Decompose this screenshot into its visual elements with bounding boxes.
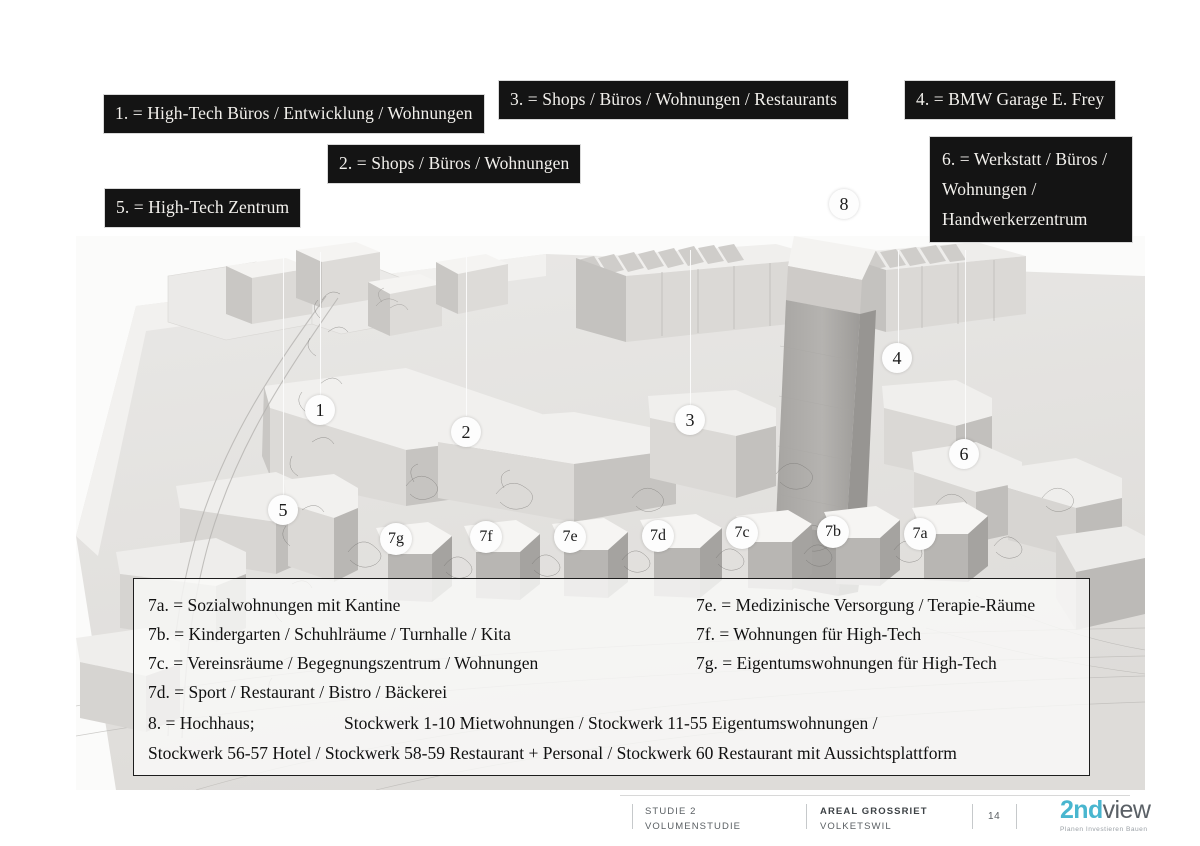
marker-7c[interactable]	[726, 517, 758, 549]
callout-box-5	[105, 189, 300, 227]
marker-3[interactable]	[675, 405, 705, 435]
marker-2[interactable]	[451, 417, 481, 447]
footer-study-line1: STUDIE 2	[645, 806, 697, 817]
callout-box-4	[905, 81, 1115, 119]
legend-item-7f: 7f. = Wohnungen für High-Tech	[696, 624, 922, 645]
callout-text-1: 1. = High-Tech Büros / Entwicklung / Wohnungen	[115, 103, 473, 123]
brand-logo-tagline: Planen Investieren Bauen	[1060, 826, 1148, 833]
marker-5[interactable]	[268, 495, 298, 525]
marker-5-label: 5	[278, 499, 288, 520]
footer-project	[820, 805, 928, 834]
marker-7g[interactable]	[380, 523, 412, 555]
marker-4[interactable]	[882, 343, 912, 373]
callout-text-6-line2: Wohnungen /	[942, 179, 1037, 200]
footer-project-line2: VOLKETSWIL	[820, 820, 892, 832]
brand-logo-part1: 2nd	[1060, 796, 1103, 824]
marker-6[interactable]	[949, 439, 979, 469]
legend-hochhaus-line1: Stockwerk 1-10 Mietwohnungen / Stockwerk 11-55 Eigentumswohnungen /	[344, 713, 878, 734]
legend-item-7g: 7g. = Eigentumswohnungen für High-Tech	[696, 653, 997, 674]
footer-separator-1	[632, 804, 633, 829]
brand-logo-text	[1060, 798, 1150, 823]
marker-7b-label: 7b	[825, 523, 841, 540]
footer-study	[645, 805, 741, 834]
marker-7e-label: 7e	[562, 528, 578, 545]
callout-text-3: 3. = Shops / Büros / Wohnungen / Restaurants	[510, 89, 838, 109]
marker-1[interactable]	[305, 395, 335, 425]
callout-box-2	[328, 145, 580, 183]
marker-7f-label: 7f	[479, 528, 493, 545]
legend-item-7b: 7b. = Kindergarten / Schuhlräume / Turnhalle / Kita	[148, 624, 511, 645]
page-number: 14	[988, 811, 1001, 822]
legend-hochhaus-label: 8. = Hochhaus;	[148, 713, 255, 734]
legend-hochhaus-line2: Stockwerk 56-57 Hotel / Stockwerk 58-59 Restaurant + Personal / Stockwerk 60 Restaurant mit Aussichtsplattform	[148, 742, 957, 763]
legend-item-7c: 7c. = Vereinsräume / Begegnungszentrum / Wohnungen	[148, 653, 539, 674]
building-5	[284, 474, 358, 582]
marker-7a-label: 7a	[912, 525, 928, 542]
legend-item-7d: 7d. = Sport / Restaurant / Bistro / Bäckerei	[148, 682, 448, 703]
footer-project-line1: AREAL GROSSRIET	[820, 806, 928, 817]
leader-line-3	[690, 250, 691, 406]
callout-box-1	[104, 95, 484, 133]
footer-separator-4	[1016, 804, 1017, 829]
callout-text-4: 4. = BMW Garage E. Frey	[916, 89, 1105, 109]
legend-hochhaus-row1	[148, 709, 1075, 739]
legend-item-7e: 7e. = Medizinische Versorgung / Terapie-Räume	[696, 595, 1036, 615]
footer-study-line2: VOLUMENSTUDIE	[645, 820, 742, 832]
leader-line-6	[965, 250, 966, 446]
brand-logo[interactable]	[1060, 798, 1150, 833]
marker-7g-label: 7g	[388, 530, 404, 547]
callout-box-3	[499, 81, 848, 119]
legend-column-right	[696, 591, 1035, 707]
leader-line-4	[898, 250, 899, 346]
legend-item-7a: 7a. = Sozialwohnungen mit Kantine	[148, 595, 401, 615]
marker-4-label: 4	[892, 347, 902, 368]
legend-hochhaus	[148, 709, 1075, 769]
callout-text-2: 2. = Shops / Büros / Wohnungen	[339, 153, 570, 173]
callout-text-5: 5. = High-Tech Zentrum	[116, 197, 290, 217]
leader-line-1	[320, 252, 321, 400]
footer-divider	[620, 795, 1130, 796]
callout-text-6-line1: 6. = Werkstatt / Büros /	[942, 149, 1108, 169]
marker-1-label: 1	[315, 399, 325, 420]
callout-box-6	[930, 137, 1132, 242]
legend-panel	[133, 578, 1090, 776]
marker-2-label: 2	[461, 421, 471, 442]
marker-8-label: 8	[839, 193, 849, 214]
marker-7c-label: 7c	[734, 524, 750, 541]
marker-7d-label: 7d	[650, 527, 666, 544]
marker-7b[interactable]	[817, 516, 849, 548]
callout-text-6-line3: Handwerkerzentrum	[942, 209, 1088, 230]
marker-8[interactable]	[829, 189, 859, 219]
leader-line-5	[283, 256, 284, 496]
leader-line-2	[466, 250, 467, 416]
brand-logo-part2: view	[1102, 796, 1151, 824]
marker-7a[interactable]	[904, 518, 936, 550]
marker-7f[interactable]	[470, 521, 502, 553]
legend-columns	[148, 591, 1075, 707]
legend-column-left	[148, 591, 696, 707]
marker-7d[interactable]	[642, 520, 674, 552]
marker-7e[interactable]	[554, 521, 586, 553]
marker-3-label: 3	[685, 409, 695, 430]
marker-6-label: 6	[959, 443, 969, 464]
slide-footer	[0, 795, 1200, 846]
footer-separator-3	[972, 804, 973, 829]
footer-separator-2	[806, 804, 807, 829]
